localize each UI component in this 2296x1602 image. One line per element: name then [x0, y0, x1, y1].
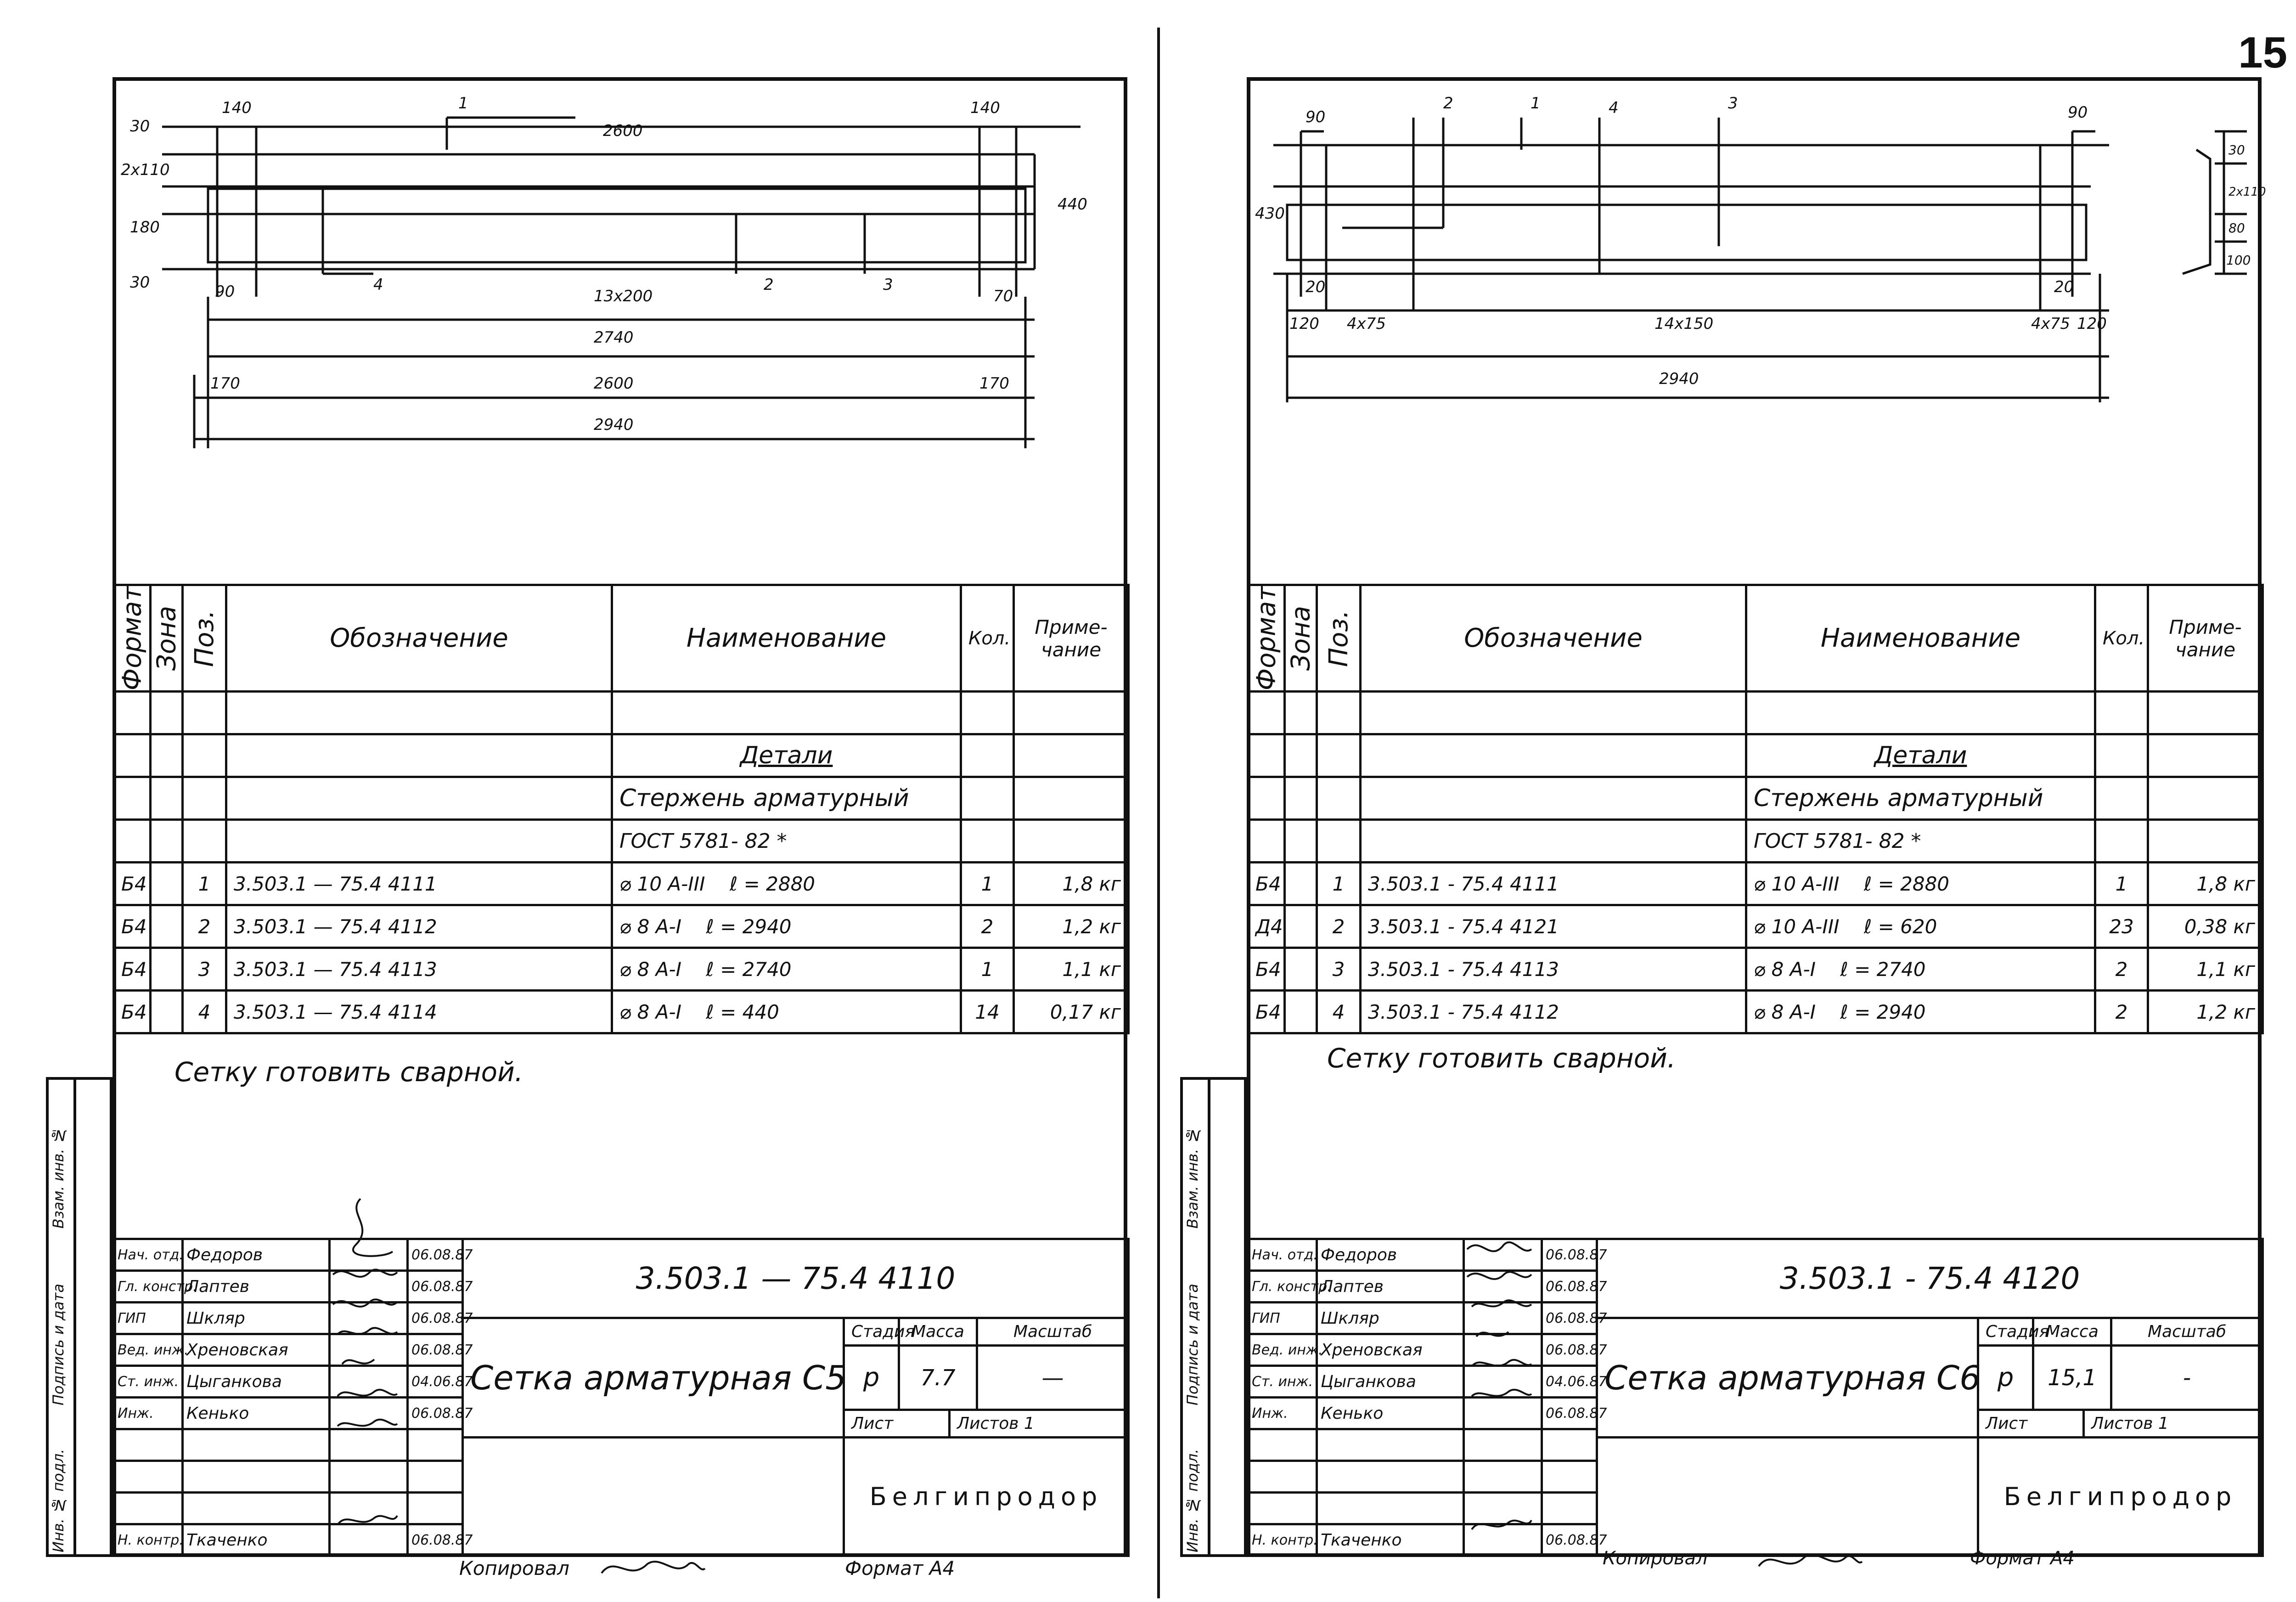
- dim-right-14x150: 14x150: [1654, 315, 1714, 333]
- dim-right-4x75a: 4x75: [1347, 315, 1386, 333]
- right-signatures: [1463, 1231, 1536, 1552]
- dim-left-2940: 2940: [594, 416, 634, 434]
- left-doc-code: 3.503.1 — 75.4 4110: [463, 1239, 1129, 1318]
- dim-right-pos2: 2: [1443, 94, 1453, 113]
- right-margin-label-inv: Инв. № подл.: [1184, 1449, 1201, 1552]
- left-spec-table: [113, 584, 1130, 1034]
- dim-left-2x110: 2x110: [121, 161, 170, 179]
- dim-left-13x200: 13x200: [594, 287, 653, 305]
- dim-right-pos3: 3: [1728, 94, 1738, 113]
- table-row: Б4 1 3.503.1 — 75.4 4111 ⌀ 10 A-III ℓ = 2880 1 1,8 кг: [114, 863, 1129, 905]
- center-divider: [1157, 28, 1160, 1598]
- dim-left-2600b: 2600: [594, 374, 634, 393]
- right-margin-label-vzam: Взам. инв. №: [1184, 1127, 1201, 1229]
- dim-right-2x110: 2x110: [2228, 185, 2266, 199]
- dim-right-120b: 120: [2077, 315, 2107, 333]
- dim-right-20b: 20: [2054, 278, 2074, 296]
- dim-right-2940: 2940: [1659, 370, 1699, 388]
- right-footer-copied: Копировал: [1603, 1548, 1708, 1569]
- table-row: Б4 1 3.503.1 - 75.4 4111 ⌀ 10 A-III ℓ = 2880 1 1,8 кг: [1248, 863, 2263, 905]
- dim-right-pos4: 4: [1609, 99, 1619, 117]
- right-title-block-main: 3.503.1 - 75.4 4120 Сетка арматурная С6 Стадия Масса Масштаб р 15,1 - Лист Листов 1 Белгипродор: [1596, 1238, 2264, 1557]
- dim-left-70: 70: [993, 287, 1013, 305]
- right-copy-signature: [1754, 1543, 1864, 1580]
- left-margin-label-sign: Подпись и дата: [50, 1283, 67, 1405]
- right-margin-label-sign: Подпись и дата: [1184, 1283, 1201, 1405]
- left-title-block-main: 3.503.1 — 75.4 4110 Сетка арматурная С5 Стадия Масса Масштаб р 7.7 — Лист Листов 1 Белгипродор: [461, 1238, 1130, 1557]
- dim-left-2600a: 2600: [603, 122, 643, 140]
- left-title-block-people: Нач. отд. Федоров 06.08.87 Гл. констр. Лаптев 06.08.87 ГИП Шкляр 06.08.87 Вед. инж. Хреновская 06.08.87 Ст. инж. Цыганкова 04.06.87 Инж. Кенько 06.08.87 Н. контр. Ткаченко 06.08.87: [113, 1238, 464, 1557]
- dim-left-30b: 30: [130, 273, 150, 292]
- dim-left-170a: 170: [210, 374, 240, 393]
- table-row: Д4 2 3.503.1 - 75.4 4121 ⌀ 10 A-III ℓ = 620 23 0,38 кг: [1248, 905, 2263, 948]
- dim-left-30a: 30: [130, 117, 150, 135]
- dim-right-90a: 90: [1306, 108, 1326, 126]
- hdr-zone: Зона: [151, 585, 183, 692]
- dim-right-120a: 120: [1289, 315, 1319, 333]
- left-footer-copied: Копировал: [459, 1557, 569, 1579]
- left-margin-label-vzam: Взам. инв. №: [50, 1127, 67, 1229]
- left-signatures: [328, 1194, 402, 1543]
- hdr-pos: Поз.: [183, 585, 226, 692]
- right-doc-title: Сетка арматурная С6: [1597, 1318, 1978, 1438]
- hdr-qty: Кол.: [961, 585, 1014, 692]
- left-footer-format: Формат А4: [845, 1557, 955, 1579]
- hdr-name: Наименование: [612, 585, 961, 692]
- dim-left-140b: 140: [970, 99, 1000, 117]
- dim-right-20a: 20: [1306, 278, 1326, 296]
- right-footer-format: Формат А4: [1970, 1548, 2075, 1569]
- dim-right-pos1: 1: [1531, 94, 1541, 113]
- right-doc-code: 3.503.1 - 75.4 4120: [1597, 1239, 2263, 1318]
- hdr-format: Формат: [114, 585, 151, 692]
- left-mesh-drawing: [116, 81, 1124, 584]
- dim-left-440: 440: [1058, 195, 1087, 214]
- hdr-note: Приме-чание: [1014, 585, 1129, 692]
- rod-standard: ГОСТ 5781- 82 *: [612, 820, 961, 863]
- right-title-block-people: Нач. отд. Федоров 06.08.87 Гл. констр. Лаптев 06.08.87 ГИП Шкляр 06.08.87 Вед. инж. Хреновская 06.08.87 Ст. инж. Цыганкова 04.06.87 Инж. Кенько 06.08.87 Н. контр. Ткаченко 06.08.87: [1247, 1238, 1598, 1557]
- dim-left-180: 180: [130, 218, 160, 237]
- dim-left-pos4: 4: [373, 276, 383, 294]
- left-org: Белгипродор: [844, 1438, 1129, 1556]
- dim-left-pos3: 3: [883, 276, 893, 294]
- table-row: Б4 2 3.503.1 — 75.4 4112 ⌀ 8 A-I ℓ = 2940 2 1,2 кг: [114, 905, 1129, 948]
- dim-right-90b: 90: [2068, 103, 2088, 122]
- page-number: 15: [2238, 28, 2287, 77]
- table-row: Б4 4 3.503.1 - 75.4 4112 ⌀ 8 A-I ℓ = 2940 2 1,2 кг: [1248, 991, 2263, 1033]
- right-spec-table: Формат Зона Поз. Обозначение Наименование Кол. Приме-чание Детали Стержень арматурный ГОСТ 5781- 82 * Б4 1 3.503.1 - 75.4 4111 ⌀ 10 A-III ℓ = 2880 1 1,8 кг Д4 2 3.503.1 - 75.4 4121 ⌀ 10 A-III ℓ = 620 23 0,38 кг Б4 3 3.503.1 - 75.4 4113 ⌀ 8 A-I ℓ = 2740 2 1,1 кг Б4 4 3.503.1 - 75.4 4112 ⌀ 8 A-I ℓ = 2940 2 1,2 кг: [1247, 584, 2264, 1034]
- rod-title: Стержень арматурный: [612, 777, 961, 820]
- hdr-designation: Обозначение: [226, 585, 612, 692]
- right-margin-divider: [1208, 1077, 1210, 1557]
- left-note: Сетку готовить сварной.: [174, 1056, 523, 1088]
- left-doc-title: Сетка арматурная С5: [463, 1318, 844, 1438]
- dim-right-80: 80: [2228, 220, 2245, 236]
- dim-left-2740: 2740: [594, 328, 634, 347]
- left-margin-label-inv: Инв. № подл.: [50, 1449, 67, 1552]
- dim-left-pos2: 2: [764, 276, 774, 294]
- left-margin-divider: [73, 1077, 76, 1557]
- right-org: Белгипродор: [1978, 1438, 2263, 1556]
- dim-left-170b: 170: [979, 374, 1009, 393]
- right-note: Сетку готовить сварной.: [1327, 1043, 1676, 1074]
- dim-right-430: 430: [1255, 204, 1285, 223]
- table-row: Б4 3 3.503.1 — 75.4 4113 ⌀ 8 A-I ℓ = 2740 1 1,1 кг: [114, 948, 1129, 991]
- dim-right-100: 100: [2226, 253, 2251, 268]
- dim-left-pos1: 1: [458, 94, 468, 113]
- section-title: Детали: [612, 734, 961, 777]
- right-mesh-drawing: [1250, 81, 2266, 584]
- dim-left-90: 90: [215, 282, 235, 301]
- dim-right-4x75b: 4x75: [2031, 315, 2071, 333]
- dim-right-30: 30: [2228, 142, 2245, 158]
- table-row: Б4 3 3.503.1 - 75.4 4113 ⌀ 8 A-I ℓ = 2740 2 1,1 кг: [1248, 948, 2263, 991]
- dim-left-140a: 140: [222, 99, 252, 117]
- table-row: Б4 4 3.503.1 — 75.4 4114 ⌀ 8 A-I ℓ = 440 14 0,17 кг: [114, 991, 1129, 1033]
- left-copy-signature: [597, 1550, 707, 1587]
